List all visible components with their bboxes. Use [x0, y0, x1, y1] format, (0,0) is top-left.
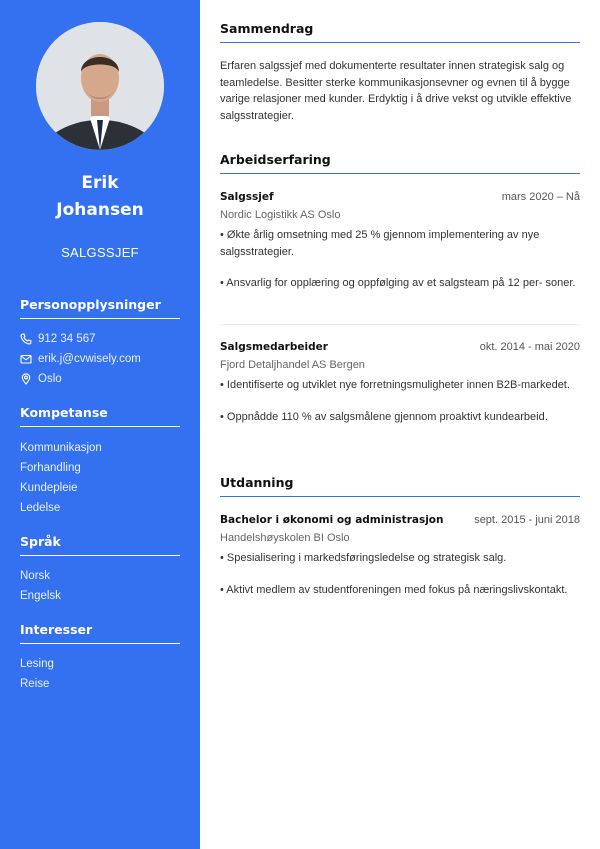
- education-heading: Utdanning: [220, 475, 580, 497]
- job-entry-bullets: [220, 377, 580, 425]
- last-name: Johansen: [56, 200, 144, 220]
- languages-list: [20, 566, 190, 606]
- candidate-name: [0, 170, 200, 224]
- location-text: Oslo: [38, 373, 62, 385]
- skill-item: Kundepleie: [20, 482, 78, 494]
- skill-item: Ledelse: [20, 502, 61, 514]
- experience-heading: Arbeidserfaring: [220, 152, 580, 174]
- job-entry-bullets: [220, 227, 580, 292]
- job-divider: [220, 324, 580, 325]
- job-entry-date: mars 2020 – Nå: [501, 191, 580, 203]
- job-entry-company: Fjord Detaljhandel AS Bergen: [220, 359, 365, 371]
- language-item: Norsk: [20, 570, 51, 582]
- summary-heading: Sammendrag: [220, 21, 580, 43]
- languages-heading: Språk: [20, 534, 180, 556]
- profile-photo: [36, 22, 164, 150]
- education-entry-title: Bachelor i økonomi og administrasjon: [220, 514, 444, 526]
- sidebar: [0, 0, 200, 849]
- skill-item: Forhandling: [20, 462, 81, 474]
- skills-heading: Kompetanse: [20, 405, 180, 427]
- bullet-item: • Oppnådde 110 % av salgsmålene gjennom proaktivt kundearbeid.: [220, 410, 548, 423]
- education-entry-date: sept. 2015 - juni 2018: [474, 514, 580, 526]
- main-content: [220, 0, 580, 849]
- interest-item: Lesing: [20, 658, 54, 670]
- job-entry-title: Salgsmedarbeider: [220, 341, 328, 353]
- contact-phone: [20, 329, 190, 349]
- bullet-item: • Ansvarlig for opplæring og oppfølging av et salgsteam på 12 per- soner.: [220, 277, 576, 289]
- education-entry-school: Handelshøyskolen BI Oslo: [220, 532, 350, 544]
- phone-text: 912 34 567: [38, 333, 96, 345]
- bullet-item: • Økte årlig omsetning med 25 % gjennom implementering av nye salgsstrategier.: [220, 229, 540, 258]
- interests-list: [20, 654, 190, 694]
- bullet-item: • Aktivt medlem av studentforeningen med fokus på næringslivskontakt.: [220, 583, 568, 596]
- location-icon: [20, 373, 32, 385]
- education-entry-bullets: [220, 550, 580, 598]
- first-name: Erik: [81, 173, 119, 193]
- summary-text: Erfaren salgssjef med dokumenterte resultater innen strategisk salg og teamledelse. Besitter sterke kommunikasjonsevner og evnen til å bygge varige relasjoner med kunder. Erdyktig i å drive vekst og utvikle effektive salgsstrategier.: [220, 60, 572, 122]
- job-entry-company: Nordic Logistikk AS Oslo: [220, 209, 341, 221]
- bullet-item: • Identifiserte og utviklet nye forretningsmuligheter innen B2B-markedet.: [220, 379, 570, 391]
- job-title: SALGSSJEF: [61, 245, 139, 260]
- education-entry: [220, 514, 580, 598]
- job-entry: [220, 191, 580, 292]
- job-entry-title: Salgssjef: [220, 191, 274, 203]
- job-entry-date: okt. 2014 - mai 2020: [479, 341, 580, 353]
- skills-list: [20, 438, 190, 518]
- interests-heading: Interesser: [20, 622, 180, 644]
- bullet-item: • Spesialisering i markedsføringsledelse og strategisk salg.: [220, 552, 507, 564]
- phone-icon: [20, 333, 32, 345]
- email-text[interactable]: erik.j@cvwisely.com: [38, 353, 141, 365]
- contact-location: [20, 369, 190, 389]
- interest-item: Reise: [20, 678, 50, 690]
- email-icon: [20, 353, 32, 365]
- language-item: Engelsk: [20, 590, 61, 602]
- personal-info-heading: Personopplysninger: [20, 297, 180, 319]
- contact-list: [20, 329, 190, 389]
- skill-item: Kommunikasjon: [20, 442, 102, 454]
- contact-email: [20, 349, 190, 369]
- job-entry: [220, 341, 580, 425]
